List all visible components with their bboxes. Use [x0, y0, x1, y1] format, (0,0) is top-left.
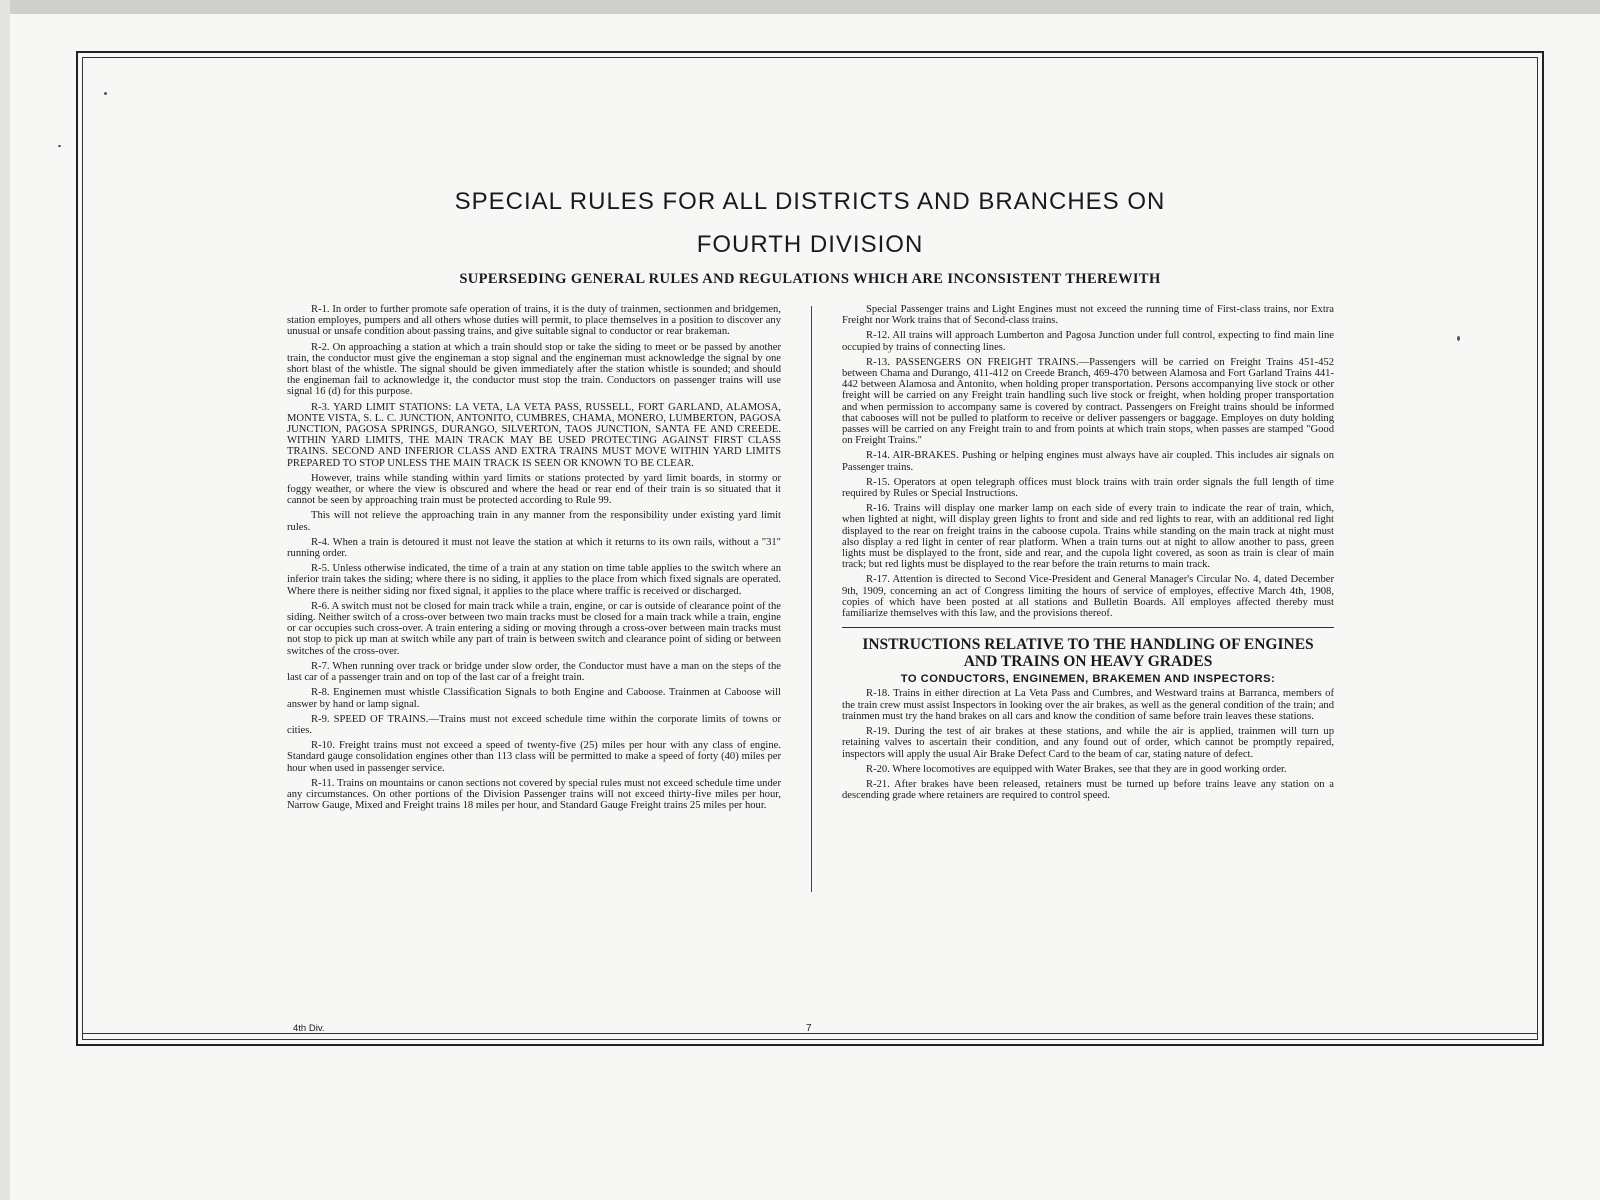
rule-paragraph: However, trains while standing within yard limits or stations protected by yard limit boards, in stormy or foggy weather, or where the view is obscured and where the head or rear end of their train is so situated that it cannot be seen by approaching train must be protected according to Rule 99. [287, 472, 781, 507]
rule-paragraph: R-4. When a train is detoured it must not leave the station at which it returns to its own rails, without a "31" running order. [287, 536, 781, 560]
footer-division-label: 4th Div. [293, 1023, 325, 1034]
page-subtitle: SUPERSEDING GENERAL RULES AND REGULATIONS WHICH ARE INCONSISTENT THEREWITH [459, 271, 1161, 287]
rule-paragraph: This will not relieve the approaching train in any manner from the responsibility under existing yard limit rules. [287, 510, 781, 533]
rule-paragraph: R-16. Trains will display one marker lamp on each side of every train to indicate the rear of train, which, when lighted at night, will display green lights to front and side and red lights to rear, with an additional red light displayed to the rear on freight trains in the caboose cupola. Trains while standing on the main track at night must also display a red light in center of rear platform. When a train turns out at night to allow another to pass, green lights must be displayed to the front, side and rear, and the cupola light covered, as soon as train is clear of main track; but red lights must be displayed to the rear before the train returns to main track. [842, 503, 1334, 571]
scan-top-band [0, 0, 1600, 14]
page-title-line-2: FOURTH DIVISION [696, 231, 924, 258]
rule-paragraph: R-11. Trains on mountains or canon sections not covered by special rules must not exceed schedule time under any circumstances. On other portions of the Division Passenger trains will not exceed thirty-five miles per hour, Narrow Gauge, Mixed and Freight trains 18 miles per hour, and Standard Gauge Freight trains 25 miles per hour. [287, 777, 781, 812]
rule-paragraph: R-3. YARD LIMIT STATIONS: LA VETA, LA VETA PASS, RUSSELL, FORT GARLAND, ALAMOSA, MONTE VISTA, S. L. C. JUNCTION, ANTONITO, CUMBRES, CHAMA, MONERO, LUMBERTON, PAGOSA JUNCTION, PAGOSA SPRINGS, DURANGO, SILVERTON, TAOS JUNCTION, SANTA FE AND CREEDE. WITHIN YARD LIMITS, THE MAIN TRACK MAY BE USED PROTECTING AGAINST FIRST CLASS TRAINS. SECOND AND INFERIOR CLASS AND EXTRA TRAINS MUST MOVE WITHIN YARD LIMITS PREPARED TO STOP UNLESS THE MAIN TRACK IS SEEN OR KNOWN TO BE CLEAR. [287, 401, 781, 469]
rule-paragraph: R-15. Operators at open telegraph offices must block trains with train order signals the full length of time required by Rules or Special Instructions. [842, 476, 1334, 500]
rule-paragraph: R-7. When running over track or bridge under slow order, the Conductor must have a man on the steps of the last car of a passenger train and on top of the last car of a freight train. [287, 660, 781, 684]
left-column [287, 304, 781, 815]
rule-paragraph: R-1. In order to further promote safe operation of trains, it is the duty of trainmen, sectionmen and bridgemen, station employes, pumpers and all others whose duties will permit, to place themselves in a position to discover any unusual or unsafe condition about passing trains, and give suitable signal to conductor or rear brakeman. [287, 304, 781, 338]
rule-paragraph: R-10. Freight trains must not exceed a speed of twenty-five (25) miles per hour with any class of engine. Standard gauge consolidation engines other than 113 class will be permitted to make a speed of forty (40) miles per hour when used in passenger service. [287, 740, 781, 774]
rule-paragraph: R-8. Enginemen must whistle Classification Signals to both Engine and Caboose. Trainmen at Caboose will answer by hand or lamp signal. [287, 687, 781, 710]
rule-paragraph: R-6. A switch must not be closed for main track while a train, engine, or car is outside of clearance point of the siding. Neither switch of a cross-over between two main tracks must be closed for a main track while a train, engine or car occupies such cross-over. A train entering a siding or moving through a cross-over between main tracks must not stop to pick up man at switch while any part of train is between switch and clearance point of siding or between switches of the cross-over. [287, 600, 781, 657]
rule-paragraph: R-12. All trains will approach Lumberton and Pagosa Junction under full control, expecting to find main line occupied by trains of connecting lines. [842, 330, 1334, 353]
rule-paragraph: R-18. Trains in either direction at La Veta Pass and Cumbres, and Westward trains at Barranca, members of the train crew must assist Inspectors in looking over the air brakes, as well as the general condition of the train; and trainmen must try the hand brakes on all cars and know the condition of same before train leaves these stations. [842, 688, 1334, 722]
footer-page-number: 7 [806, 1023, 812, 1034]
rule-paragraph: R-13. PASSENGERS ON FREIGHT TRAINS.—Passengers will be carried on Freight Trains 451-452 between Chama and Durango, 411-412 on Creede Branch, 469-470 between Alamosa and Fort Garland Trains 441-442 between Alamosa and Antonito, when holding proper transportation. Persons accompanying live stock or other freight will be carried on any Freight train handling such live stock or freight, when holding proper transportation and when permission to accompany same is covered by contract. Passengers on Freight trains should be informed that cabooses will not be pulled to platform to receive or deliver passengers or baggage. Employes on duty holding passes will be carried on any Freight train to and from points at which train stops, when passes are stamped "Good on Freight Trains." [842, 356, 1334, 447]
rule-paragraph: R-17. Attention is directed to Second Vice-President and General Manager's Circular No. 4, dated December 9th, 1909, concerning an act of Congress limiting the hours of service of employes, effective March 4th, 1908, copies of which have been posted at all stations and Bulletin Boards. All employes affected thereby must familiarize themselves with this law, and the provisions thereof. [842, 574, 1334, 620]
rule-paragraph: R-21. After brakes have been released, retainers must be turned up before trains leave any station on a descending grade where retainers are required to control speed. [842, 778, 1334, 802]
rule-paragraph: R-5. Unless otherwise indicated, the time of a train at any station on time table applies to the switch where an inferior train takes the siding; where there is no siding, it applies to the place from which fixed signals are operated. Where there is neither siding nor fixed signal, it applies to the place where traffic is received or discharged. [287, 563, 781, 597]
right-column [842, 304, 1334, 805]
rule-paragraph: R-19. During the test of air brakes at these stations, and while the air is applied, trainmen will turn up retaining valves to ascertain their condition, and any found out of order, which cannot be promptly repaired, inspectors will apply the usual Air Brake Defect Card to the beam of car, stating nature of defect. [842, 726, 1334, 760]
scan-speck [1457, 336, 1460, 341]
section-divider [842, 627, 1334, 628]
instructions-heading [842, 636, 1334, 670]
scan-left-band [0, 0, 10, 1200]
instructions-heading-line-1: INSTRUCTIONS RELATIVE TO THE HANDLING OF ENGINES [862, 636, 1314, 654]
rule-paragraph: R-9. SPEED OF TRAINS.—Trains must not exceed schedule time within the corporate limits of towns or cities. [287, 713, 781, 736]
rule-paragraph: R-2. On approaching a station at which a train should stop or take the siding to meet or be passed by another train, the conductor must give the engineman a stop signal and the engineman must acknowledge the signal by one short blast of the whistle. The signal should be given immediately after the station whistle is sounded; and should the engineman fail to acknowledge it, the conductor must stop the train. Conductors on passenger trains will use signal 16 (d) for this purpose. [287, 341, 781, 398]
scan-speck [104, 92, 107, 95]
instructions-heading-line-2: AND TRAINS ON HEAVY GRADES [963, 653, 1213, 671]
rule-paragraph: Special Passenger trains and Light Engines must not exceed the running time of First-class trains, nor Extra Freight nor Work trains that of Second-class trains. [842, 304, 1334, 327]
page-title-line-1: SPECIAL RULES FOR ALL DISTRICTS AND BRANCHES ON [454, 188, 1166, 215]
rule-paragraph: R-14. AIR-BRAKES. Pushing or helping engines must always have air coupled. This includes air signals on Passenger trains. [842, 450, 1334, 473]
instructions-subheading: TO CONDUCTORS, ENGINEMEN, BRAKEMEN AND INSPECTORS: [900, 673, 1276, 686]
column-divider [811, 306, 812, 892]
scan-speck [58, 145, 61, 147]
rule-paragraph: R-20. Where locomotives are equipped with Water Brakes, see that they are in good working order. [866, 763, 1287, 775]
